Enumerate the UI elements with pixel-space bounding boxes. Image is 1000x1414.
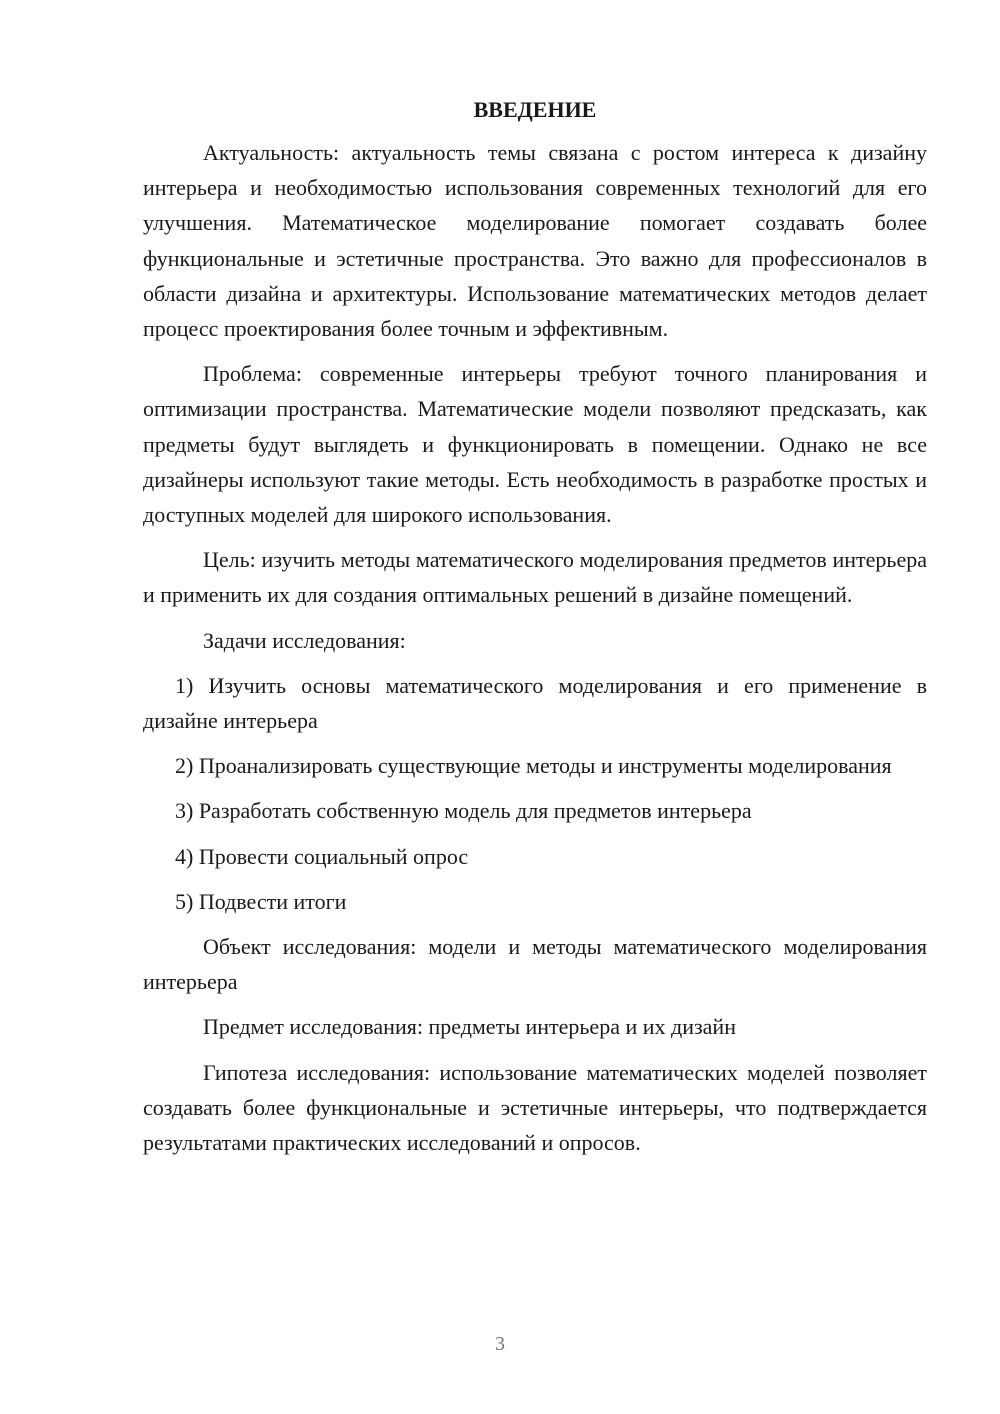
paragraph-object: Объект исследования: модели и методы математического моделирования интерьера (143, 934, 927, 995)
page-title: ВВЕДЕНИЕ (473, 97, 597, 122)
list-item: 4) Провести социальный опрос (175, 843, 469, 869)
paragraph-subject: Предмет исследования: предметы интерьера и их дизайн (203, 1014, 736, 1040)
paragraph-problem: Проблема: современные интерьеры требуют точного планирования и оптимизации пространства. Математические модели позволяют предсказать, как предметы будут выглядеть и функционировать в помещении. Однако не все дизайнеры используют такие методы. Есть необходимость в разработке простых и доступных моделей для широкого использования. (143, 361, 927, 528)
paragraph-hypothesis: Гипотеза исследования: использование математических моделей позволяет создавать более функциональные и эстетичные интерьеры, что подтверждается результатами практических исследований и опросов. (143, 1059, 927, 1156)
list-item: 1) Изучить основы математического моделирования и его применение в дизайне интерьера (143, 672, 927, 734)
tasks-list (143, 668, 927, 919)
page-number: 3 (495, 1333, 505, 1355)
paragraph-tasks-title: Задачи исследования: (203, 627, 406, 653)
paragraph-relevance: Актуальность: актуальность темы связана с ростом интереса к дизайну интерьера и необходимостью использования современных технологий для его улучшения. Математическое моделирование помогает создавать более функциональные и эстетичные пространства. Это важно для профессионалов в области дизайна и архитектуры. Использование математических методов делает процесс проектирования более точным и эффективным. (143, 140, 927, 342)
list-item: 5) Подвести итоги (175, 888, 347, 914)
list-item: 2) Проанализировать существующие методы и инструменты моделирования (175, 753, 892, 779)
list-item: 3) Разработать собственную модель для предметов интерьера (175, 798, 752, 824)
document-page (143, 95, 927, 1170)
paragraph-goal: Цель: изучить методы математического моделирования предметов интерьера и применить их для создания оптимальных решений в дизайне помещений. (143, 547, 927, 608)
